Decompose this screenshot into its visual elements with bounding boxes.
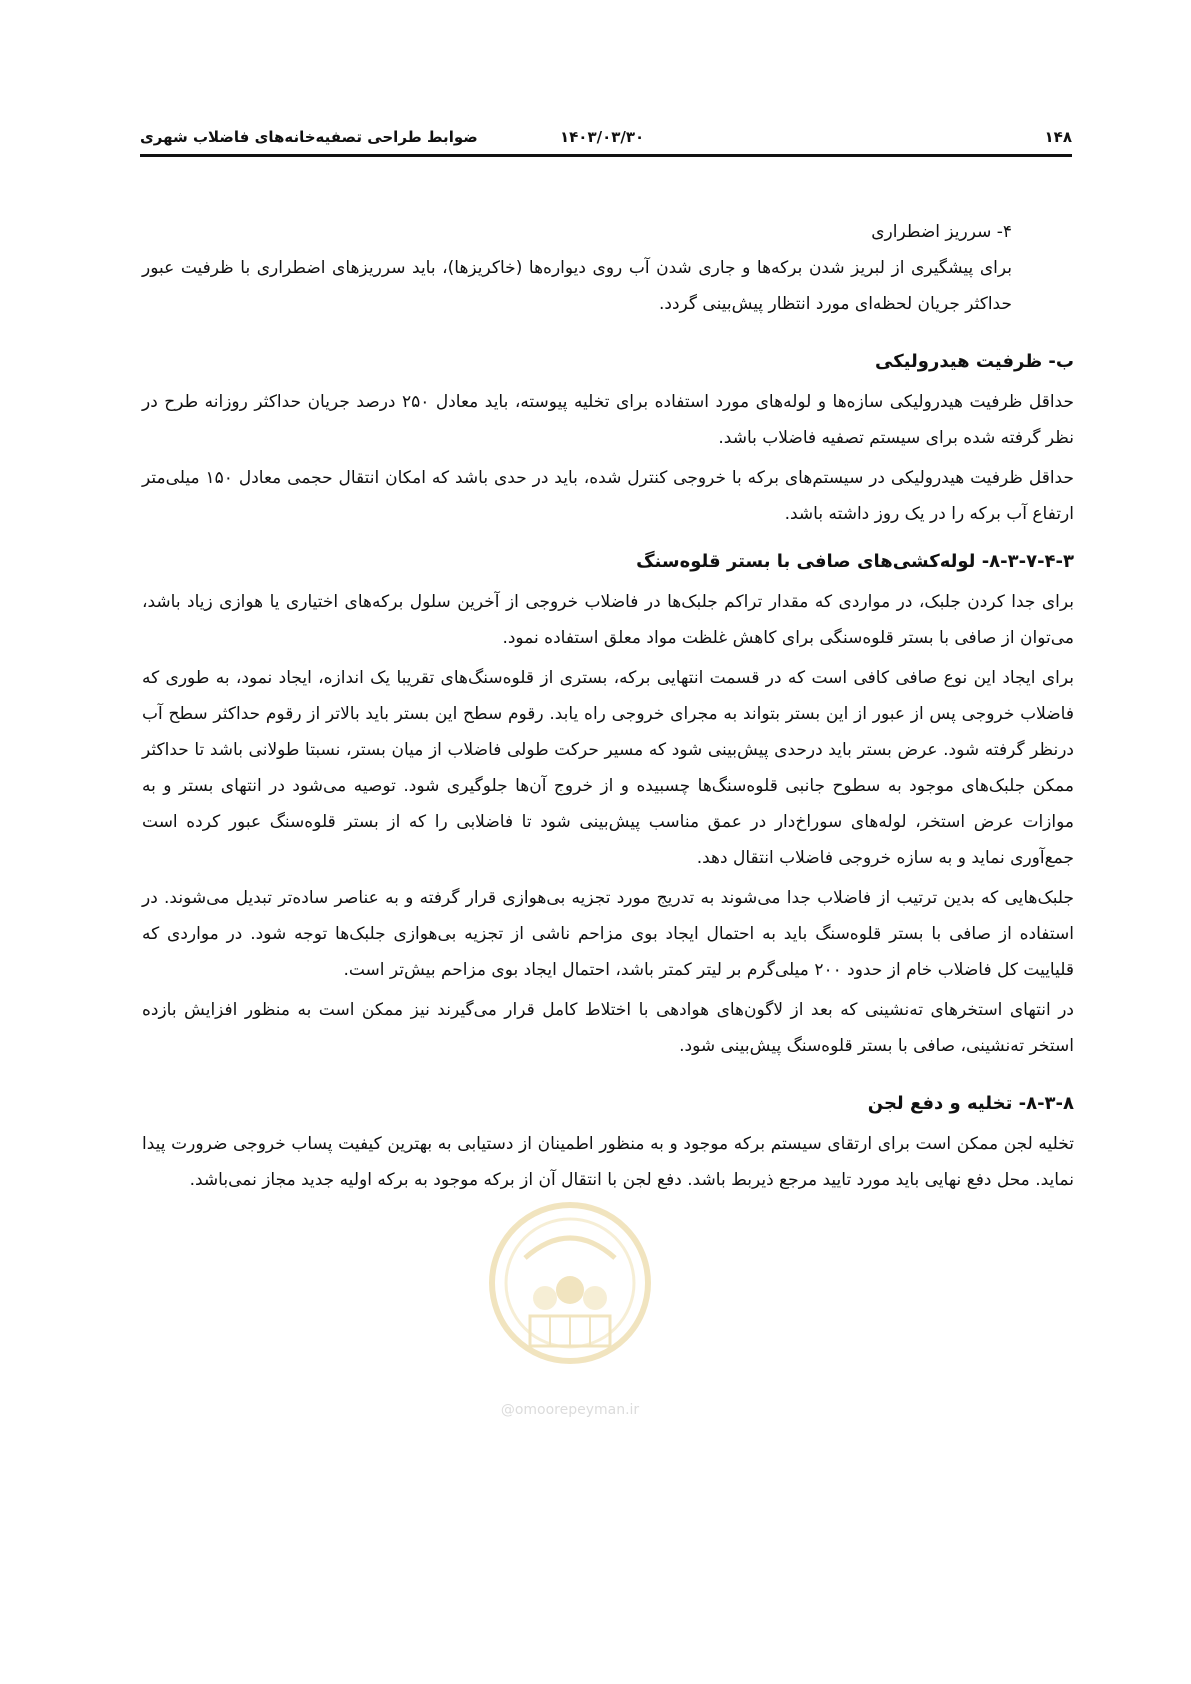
- watermark-text: @omoorepeyman.ir: [500, 1402, 640, 1418]
- page-header: [140, 124, 1072, 157]
- section-heading: ۸-۳-۷-۴-۳- لوله‌کشی‌های صافی با بستر قلوه‌سنگ: [636, 551, 1074, 572]
- paragraph: تخلیه لجن ممکن است برای ارتقای سیستم برکه موجود و به منظور اطمینان از دستیابی به بهترین کیفیت پساب خروجی ضرورت پیدا نماید. محل دفع نهایی باید مورد تایید مرجع ذیربط باشد. دفع لجن با انتقال آن از برکه موجود به برکه اولیه جدید مجاز نمی‌باشد.: [142, 1134, 1074, 1190]
- paragraph: برای ایجاد این نوع صافی کافی است که در قسمت انتهایی برکه، بستری از قلوه‌سنگ‌های تقریبا یک اندازه، ایجاد نمود، به طوری که فاضلاب خروجی پس از عبور از این بستر بتواند به مجرای خروجی راه یابد. رقوم سطح این بستر باید بالاتر از رقوم حداکثر سطح آب درنظر گرفته شود. عرض بستر باید درحدی پیش‌بینی شود که مسیر حرکت طولی فاضلاب از میان بستر، نسبتا طولانی باشد تا حداکثر ممکن جلبک‌های موجود به سطوح جانبی قلوه‌سنگ‌ها چسبیده و از خروج آن‌ها جلوگیری شود. توصیه می‌شود در انتهای بستر و به موازات عرض استخر، لوله‌های سوراخ‌دار در عمق مناسب پیش‌بینی شود تا فاضلابی را که از بستر قلوه‌سنگ عبور کرده است جمع‌آوری نماید و به سازه خروجی فاضلاب انتقال دهد.: [142, 668, 1074, 868]
- paragraph: در انتهای استخرهای ته‌نشینی که بعد از لاگون‌های هوادهی با اختلاط کامل قرار می‌گیرند نیز ممکن است به منظور افزایش بازده استخر ته‌نشینی، صافی با بستر قلوه‌سنگ پیش‌بینی شود.: [142, 1000, 1074, 1056]
- seal-icon: [485, 1198, 655, 1398]
- page-body: [142, 214, 1074, 1198]
- header-date: ۱۴۰۳/۰۳/۳۰: [560, 128, 645, 146]
- list-item-label: ۴- سرریز اضطراری: [871, 222, 1012, 242]
- page-number: ۱۴۸: [1044, 128, 1072, 146]
- header-title: ضوابط طراحی تصفیه‌خانه‌های فاضلاب شهری: [140, 128, 478, 146]
- paragraph: برای جدا کردن جلبک، در مواردی که مقدار تراکم جلبک‌ها در فاضلاب خروجی از آخرین سلول برکه‌های اختیاری یا هوازی زیاد باشد، می‌توان از صافی با بستر قلوه‌سنگی برای کاهش غلظت مواد معلق استفاده نمود.: [142, 592, 1074, 648]
- paragraph: برای پیشگیری از لبریز شدن برکه‌ها و جاری شدن آب روی دیواره‌ها (خاکریزها)، باید سرریزهای اضطراری با ظرفیت عبور حداکثر جریان لحظه‌ای مورد انتظار پیش‌بینی گردد.: [142, 258, 1012, 314]
- paragraph: حداقل ظرفیت هیدرولیکی در سیستم‌های برکه با خروجی کنترل شده، باید در حدی باشد که امکان انتقال حجمی معادل ۱۵۰ میلی‌متر ارتفاع آب برکه را در یک روز داشته باشد.: [142, 468, 1074, 524]
- section-heading: ب- ظرفیت هیدرولیکی: [875, 351, 1074, 372]
- section-heading: ۸-۳-۸- تخلیه و دفع لجن: [867, 1093, 1074, 1114]
- paragraph: حداقل ظرفیت هیدرولیکی سازه‌ها و لوله‌های مورد استفاده برای تخلیه پیوسته، باید معادل ۲۵۰ درصد جریان حداکثر روزانه طرح در نظر گرفته شده برای سیستم تصفیه فاضلاب باشد.: [142, 392, 1074, 448]
- watermark-logo: [485, 1198, 655, 1418]
- paragraph: جلبک‌هایی که بدین ترتیب از فاضلاب جدا می‌شوند به تدریج مورد تجزیه بی‌هوازی قرار گرفته و به عناصر ساده‌تر تبدیل می‌شوند. در استفاده از صافی با بستر قلوه‌سنگ باید به احتمال ایجاد بوی مزاحم ناشی از تجزیه بی‌هوازی جلبک‌ها توجه شود. در مواردی که قلیاییت کل فاضلاب خام از حدود ۲۰۰ میلی‌گرم بر لیتر کمتر باشد، احتمال ایجاد بوی مزاحم بیش‌تر است.: [142, 888, 1074, 980]
